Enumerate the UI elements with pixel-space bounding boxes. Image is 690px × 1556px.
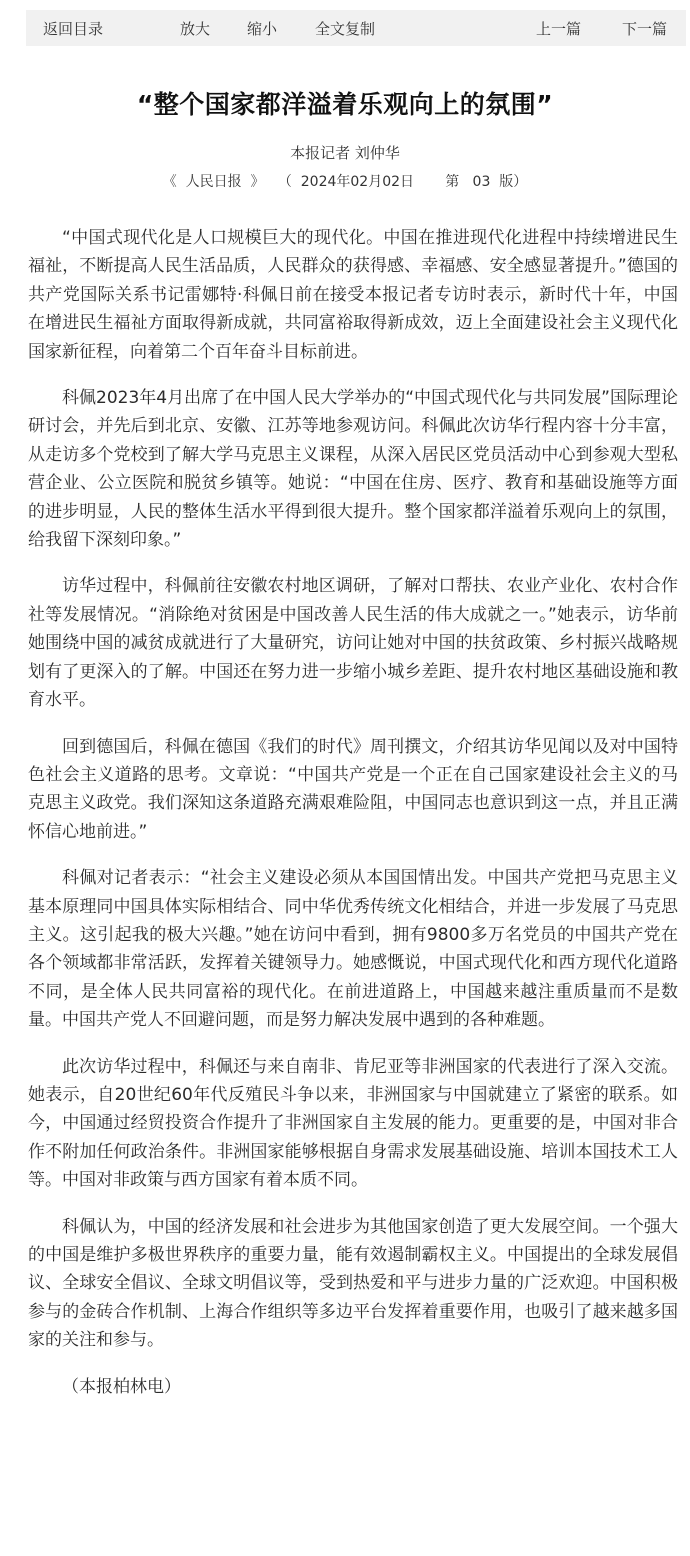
article-paragraph: 回到德国后，科佩在德国《我们的时代》周刊撰文，介绍其访华见闻以及对中国特色社会主义道路的思考。文章说：“中国共产党是一个正在自己国家建设社会主义的马克思主义政党。我们深知这条道路充满艰难险阻，中国同志也意识到这一点，并且正满怀信心地前进。”: [28, 736, 678, 842]
zoom-out-button[interactable]: 缩小: [247, 20, 278, 38]
zoom-in-button[interactable]: 放大: [180, 20, 211, 38]
article-toolbar: [26, 10, 686, 46]
article-paragraph: 访华过程中，科佩前往安徽农村地区调研，了解对口帮扶、农业产业化、农村合作社等发展情况。“消除绝对贫困是中国改善人民生活的伟大成就之一。”她表示，访华前她围绕中国的减贫成就进行了大量研究，访问让她对中国的扶贫政策、乡村振兴战略规划有了更深入的了解。中国还在努力进一步缩小城乡差距、提升农村地区基础设施和教育水平。: [28, 576, 678, 711]
article-title: “整个国家都洋溢着乐观向上的氛围”: [136, 90, 554, 119]
newspaper-name: 《 人民日报 》: [162, 174, 265, 190]
article-byline: 本报记者 刘仲华: [290, 144, 400, 162]
article-body: [28, 224, 678, 1419]
article-paragraph: 科佩认为，中国的经济发展和社会进步为其他国家创造了更大发展空间。一个强大的中国是维护多极世界秩序的重要力量，能有效遏制霸权主义。中国提出的全球发展倡议、全球安全倡议、全球文明倡议等，受到热爱和平与进步力量的广泛欢迎。中国积极参与的金砖合作机制、上海合作组织等多边平台发挥着重要作用，也吸引了越来越多国家的关注和参与。: [28, 1216, 678, 1351]
article-paragraph: “中国式现代化是人口规模巨大的现代化。中国在推进现代化进程中持续增进民生福祉，不断提高人民生活品质，人民群众的获得感、幸福感、安全感显著提升。”德国的共产党国际关系书记雷娜特·科佩日前在接受本报记者专访时表示，新时代十年，中国在增进民生福祉方面取得新成就，共同富裕取得新成效，迈上全面建设社会主义现代化国家新征程，向着第二个百年奋斗目标前进。: [28, 228, 678, 362]
article-paragraph: 科佩对记者表示：“社会主义建设必须从本国国情出发。中国共产党把马克思主义基本原理同中国具体实际相结合、同中华优秀传统文化相结合，并进一步发展了马克思主义。这引起我的极大兴趣。”她在访问中看到，拥有9800多万名党员的中国共产党在各个领域都非常活跃，发挥着关键领导力。她感慨说，中国式现代化和西方现代化道路不同，是全体人民共同富裕的现代化。在前进道路上，中国越来越注重质量而不是数量。中国共产党人不回避问题，而是努力解决发展中遇到的各种难题。: [28, 868, 678, 1031]
back-to-index-link[interactable]: 返回目录: [43, 20, 104, 38]
next-article-link[interactable]: 下一篇: [622, 20, 668, 38]
publish-date: （ 2024年02月02日: [277, 174, 415, 190]
article-signoff: （本报柏林电）: [62, 1376, 181, 1397]
copy-full-text-button[interactable]: 全文复制: [315, 20, 376, 38]
page-number: 第 03 版）: [445, 174, 528, 190]
article-source-line: [0, 171, 690, 191]
article-paragraph: 此次访华过程中，科佩还与来自南非、肯尼亚等非洲国家的代表进行了深入交流。她表示，自20世纪60年代反殖民斗争以来，非洲国家与中国就建立了紧密的联系。如今，中国通过经贸投资合作提升了非洲国家自主发展的能力。更重要的是，中国对非合作不附加任何政治条件。非洲国家能够根据自身需求发展基础设施、培训本国技术工人等。中国对非政策与西方国家有着本质不同。: [28, 1056, 678, 1191]
previous-article-link[interactable]: 上一篇: [536, 20, 582, 38]
article-paragraph: 科佩2023年4月出席了在中国人民大学举办的“中国式现代化与共同发展”国际理论研讨会，并先后到北京、安徽、江苏等地参观访问。科佩此次访华行程内容十分丰富，从走访多个党校到了解大学马克思主义课程，从深入居民区党员活动中心到参观大型私营企业、公立医院和脱贫乡镇等。她说：“中国在住房、医疗、教育和基础设施等方面的进步明显，人民的整体生活水平得到很大提升。整个国家都洋溢着乐观向上的氛围，给我留下深刻印象。”: [28, 388, 678, 551]
